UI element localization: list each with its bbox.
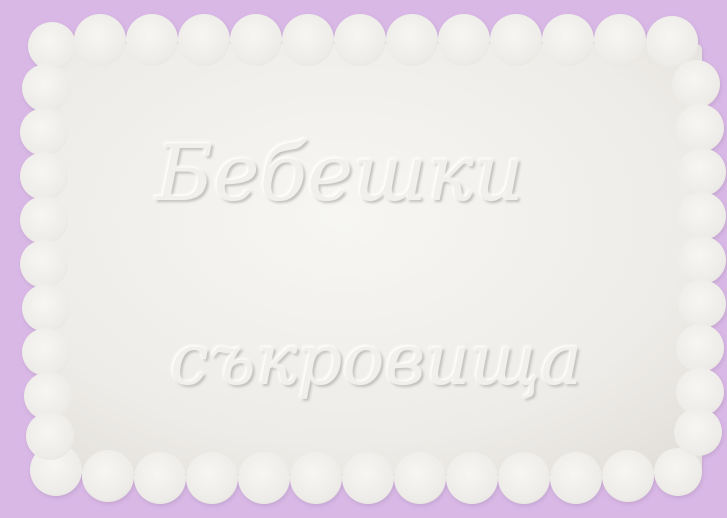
card-line-1: Бебешки bbox=[156, 129, 524, 219]
card-line-2: съкровища bbox=[169, 319, 583, 401]
scalloped-card bbox=[20, 14, 726, 504]
